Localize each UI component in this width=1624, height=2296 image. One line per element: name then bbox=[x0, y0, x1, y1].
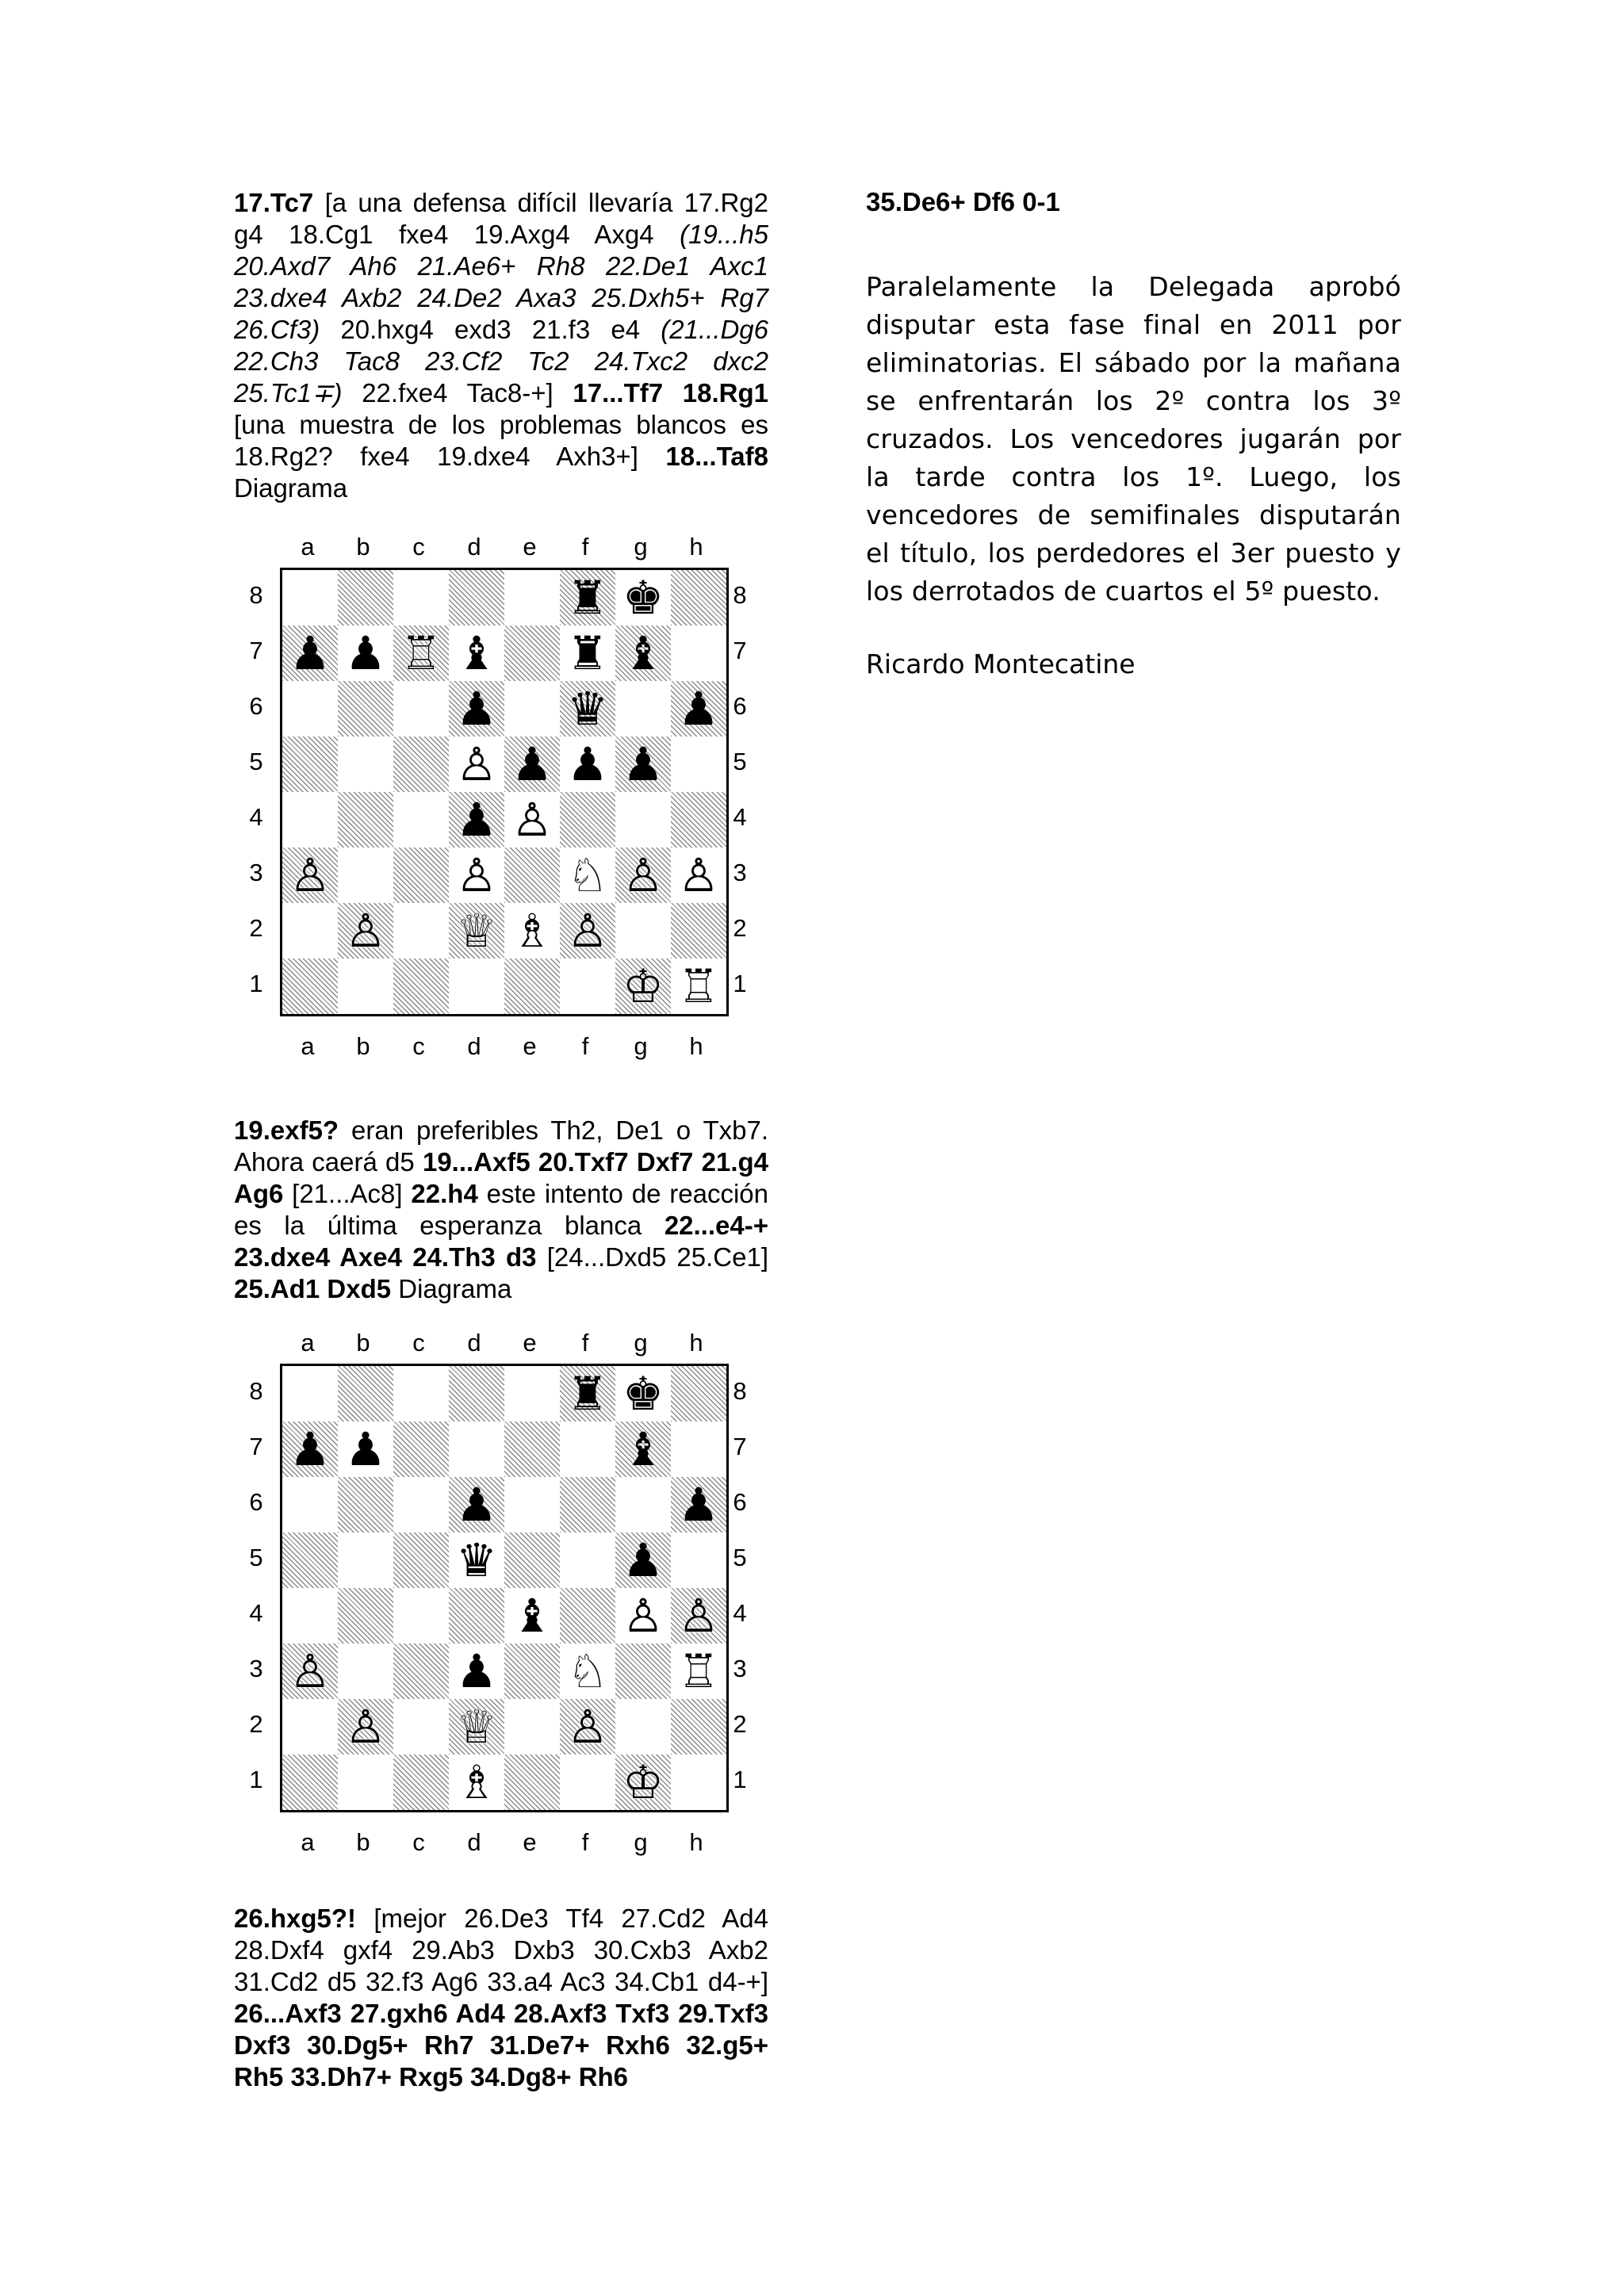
square-e7 bbox=[504, 626, 560, 681]
chess-board bbox=[280, 568, 729, 1016]
square-f7 bbox=[560, 626, 615, 681]
square-a5 bbox=[282, 737, 338, 792]
move-bold: 19...Axf5 20.Txf7 Dxf7 21.g4 Ag6 bbox=[234, 1147, 768, 1208]
square-e4 bbox=[504, 1588, 560, 1644]
game-result: 35.De6+ Df6 0-1 bbox=[866, 187, 1060, 216]
square-d4 bbox=[449, 1588, 504, 1644]
comment-text: eran preferibles Th2, De1 o Txb7. Ahora caerá d5 bbox=[234, 1115, 768, 1177]
square-e3 bbox=[504, 848, 560, 903]
rank-label: 1 bbox=[249, 970, 263, 997]
square-f6 bbox=[560, 1477, 615, 1533]
black-bishop-icon: ♝ bbox=[456, 626, 497, 680]
square-h4 bbox=[671, 1588, 726, 1644]
square-e8 bbox=[504, 570, 560, 626]
file-label: f bbox=[581, 533, 589, 561]
square-d3 bbox=[449, 848, 504, 903]
white-bishop-icon: ♗ bbox=[511, 904, 553, 958]
square-c1 bbox=[393, 959, 449, 1014]
square-h1 bbox=[671, 1755, 726, 1810]
white-pawn-icon: ♙ bbox=[456, 848, 497, 902]
square-a6 bbox=[282, 1477, 338, 1533]
rank-label: 2 bbox=[733, 1710, 747, 1738]
square-b3 bbox=[338, 848, 393, 903]
move-bold: 17...Tf7 18.Rg1 bbox=[573, 378, 768, 408]
black-bishop-icon: ♝ bbox=[622, 1422, 664, 1476]
square-c2 bbox=[393, 1699, 449, 1755]
rank-label: 7 bbox=[733, 637, 747, 664]
variation-italic: (21...Dg6 22.Ch3 Tac8 23.Cf2 Tc2 24.Txc2 dxc2 25.Tc1∓) bbox=[234, 315, 768, 408]
comment-text: 20.hxg4 exd3 21.f3 e4 bbox=[320, 315, 661, 344]
comment-text: [una muestra de los problemas blancos es 18.Rg2? fxe4 19.dxe4 Axh3+] bbox=[234, 410, 768, 471]
move-bold: 22.h4 bbox=[411, 1179, 478, 1208]
square-g6 bbox=[615, 1477, 671, 1533]
black-pawn-icon: ♟ bbox=[567, 737, 608, 791]
square-a2 bbox=[282, 903, 338, 959]
black-rook-icon: ♜ bbox=[567, 1367, 608, 1421]
file-label: a bbox=[301, 1329, 315, 1357]
square-c4 bbox=[393, 1588, 449, 1644]
rank-label: 5 bbox=[733, 748, 747, 775]
comment-text: [mejor 26.De3 Tf4 27.Cd2 Ad4 28.Dxf4 gxf4 29.Ab3 Dxb3 30.Cxb3 Axb2 31.Cd2 d5 32.f3 Ag6 33.a4 Ac3 34.Cb1 d4-+] bbox=[234, 1904, 768, 1996]
black-pawn-icon: ♟ bbox=[622, 1533, 664, 1587]
file-labels-bottom bbox=[280, 1828, 724, 1857]
square-e8 bbox=[504, 1366, 560, 1422]
file-label: a bbox=[301, 533, 315, 561]
square-g4 bbox=[615, 792, 671, 848]
square-d3 bbox=[449, 1644, 504, 1699]
square-g5 bbox=[615, 737, 671, 792]
rank-label: 5 bbox=[733, 1544, 747, 1571]
rank-label: 2 bbox=[249, 1710, 263, 1738]
left-column-mid bbox=[234, 1115, 768, 1305]
file-label: f bbox=[581, 1329, 589, 1357]
rank-label: 7 bbox=[733, 1433, 747, 1460]
square-a5 bbox=[282, 1533, 338, 1588]
square-a6 bbox=[282, 681, 338, 737]
board-frame bbox=[234, 1329, 747, 1860]
square-g7 bbox=[615, 626, 671, 681]
square-b6 bbox=[338, 681, 393, 737]
rank-label: 5 bbox=[249, 1544, 263, 1571]
rank-labels-right bbox=[724, 568, 756, 1012]
square-f6 bbox=[560, 681, 615, 737]
file-label: h bbox=[689, 1828, 703, 1856]
square-a8 bbox=[282, 570, 338, 626]
square-c5 bbox=[393, 1533, 449, 1588]
left-column-bottom bbox=[234, 1903, 768, 2093]
white-pawn-icon: ♙ bbox=[622, 1589, 664, 1643]
square-h8 bbox=[671, 1366, 726, 1422]
rank-label: 7 bbox=[249, 637, 263, 664]
square-g1 bbox=[615, 1755, 671, 1810]
square-h6 bbox=[671, 1477, 726, 1533]
square-b7 bbox=[338, 626, 393, 681]
black-queen-icon: ♛ bbox=[567, 682, 608, 736]
black-pawn-icon: ♟ bbox=[511, 737, 553, 791]
square-a3 bbox=[282, 1644, 338, 1699]
white-knight-icon: ♘ bbox=[567, 1644, 608, 1698]
file-label: f bbox=[581, 1032, 589, 1060]
square-b2 bbox=[338, 1699, 393, 1755]
move-bold: 25.Ad1 Dxd5 bbox=[234, 1274, 392, 1303]
rank-label: 6 bbox=[249, 1488, 263, 1516]
square-e2 bbox=[504, 1699, 560, 1755]
white-knight-icon: ♘ bbox=[567, 848, 608, 902]
file-label: h bbox=[689, 1329, 703, 1357]
file-label: c bbox=[412, 1329, 425, 1357]
square-c8 bbox=[393, 570, 449, 626]
square-d2 bbox=[449, 903, 504, 959]
square-f8 bbox=[560, 1366, 615, 1422]
square-e3 bbox=[504, 1644, 560, 1699]
file-label: h bbox=[689, 1032, 703, 1060]
rank-label: 2 bbox=[733, 914, 747, 942]
white-rook-icon: ♖ bbox=[678, 959, 719, 1013]
author-signature: Ricardo Montecatine bbox=[866, 649, 1136, 679]
rank-label: 8 bbox=[733, 581, 747, 609]
white-king-icon: ♔ bbox=[622, 959, 664, 1013]
square-g8 bbox=[615, 1366, 671, 1422]
square-h6 bbox=[671, 681, 726, 737]
rank-label: 6 bbox=[249, 692, 263, 720]
square-e2 bbox=[504, 903, 560, 959]
file-label: d bbox=[467, 1032, 481, 1060]
square-b8 bbox=[338, 1366, 393, 1422]
square-h3 bbox=[671, 848, 726, 903]
square-b2 bbox=[338, 903, 393, 959]
black-pawn-icon: ♟ bbox=[678, 1478, 719, 1532]
black-pawn-icon: ♟ bbox=[345, 626, 386, 680]
black-king-icon: ♚ bbox=[622, 571, 664, 625]
square-d6 bbox=[449, 681, 504, 737]
rank-label: 7 bbox=[249, 1433, 263, 1460]
file-label: g bbox=[634, 1329, 648, 1357]
square-g2 bbox=[615, 1699, 671, 1755]
square-d5 bbox=[449, 737, 504, 792]
square-c7 bbox=[393, 626, 449, 681]
rank-label: 3 bbox=[733, 1655, 747, 1682]
square-f4 bbox=[560, 792, 615, 848]
rank-label: 4 bbox=[733, 1599, 747, 1627]
white-pawn-icon: ♙ bbox=[678, 848, 719, 902]
square-f2 bbox=[560, 1699, 615, 1755]
white-rook-icon: ♖ bbox=[400, 626, 442, 680]
move-bold: 22...e4-+ 23.dxe4 Axe4 24.Th3 d3 bbox=[234, 1211, 768, 1272]
square-a4 bbox=[282, 792, 338, 848]
square-d7 bbox=[449, 1422, 504, 1477]
square-a8 bbox=[282, 1366, 338, 1422]
square-g7 bbox=[615, 1422, 671, 1477]
move-bold: 26...Axf3 27.gxh6 Ad4 28.Axf3 Txf3 29.Txf3 Dxf3 30.Dg5+ Rh7 31.De7+ Rxh6 32.g5+ Rh5 33.Dh7+ Rxg5 34.Dg8+ Rh6 bbox=[234, 1999, 768, 2091]
square-g2 bbox=[615, 903, 671, 959]
square-d5 bbox=[449, 1533, 504, 1588]
white-queen-icon: ♕ bbox=[456, 1700, 497, 1754]
file-label: e bbox=[523, 1329, 537, 1357]
square-d6 bbox=[449, 1477, 504, 1533]
square-d1 bbox=[449, 959, 504, 1014]
square-e6 bbox=[504, 681, 560, 737]
move-bold: 17.Tc7 bbox=[234, 188, 314, 217]
annotation-paragraph-3 bbox=[234, 1903, 768, 2093]
rank-label: 4 bbox=[249, 1599, 263, 1627]
white-pawn-icon: ♙ bbox=[345, 1700, 386, 1754]
white-rook-icon: ♖ bbox=[678, 1644, 719, 1698]
square-d8 bbox=[449, 570, 504, 626]
rank-label: 4 bbox=[733, 803, 747, 831]
file-label: b bbox=[356, 1828, 370, 1856]
white-bishop-icon: ♗ bbox=[456, 1755, 497, 1809]
square-d1 bbox=[449, 1755, 504, 1810]
square-h3 bbox=[671, 1644, 726, 1699]
square-e7 bbox=[504, 1422, 560, 1477]
square-c4 bbox=[393, 792, 449, 848]
rank-labels-left bbox=[240, 568, 272, 1012]
rank-labels-right bbox=[724, 1364, 756, 1808]
move-bold: 18...Taf8 bbox=[665, 442, 768, 471]
rank-label: 3 bbox=[249, 1655, 263, 1682]
black-king-icon: ♚ bbox=[622, 1367, 664, 1421]
square-g8 bbox=[615, 570, 671, 626]
board-frame bbox=[234, 533, 747, 1064]
square-a3 bbox=[282, 848, 338, 903]
square-e5 bbox=[504, 1533, 560, 1588]
comment-text: Diagrama bbox=[391, 1274, 512, 1303]
square-f1 bbox=[560, 1755, 615, 1810]
square-c2 bbox=[393, 903, 449, 959]
file-label: c bbox=[412, 1828, 425, 1856]
rank-label: 3 bbox=[249, 859, 263, 886]
file-label: h bbox=[689, 533, 703, 561]
square-f8 bbox=[560, 570, 615, 626]
square-c1 bbox=[393, 1755, 449, 1810]
rank-label: 2 bbox=[249, 914, 263, 942]
file-label: c bbox=[412, 533, 425, 561]
rank-label: 1 bbox=[733, 970, 747, 997]
annotation-paragraph-2 bbox=[234, 1115, 768, 1305]
square-d8 bbox=[449, 1366, 504, 1422]
square-h7 bbox=[671, 1422, 726, 1477]
comment-text: [24...Dxd5 25.Ce1] bbox=[536, 1242, 768, 1272]
square-a7 bbox=[282, 626, 338, 681]
white-pawn-icon: ♙ bbox=[567, 904, 608, 958]
square-f1 bbox=[560, 959, 615, 1014]
variation-italic: (19...h5 20.Axd7 Ah6 21.Ae6+ Rh8 22.De1 Axc1 23.dxe4 Axb2 24.De2 Axa3 25.Dxh5+ Rg7 26.Cf3) bbox=[234, 220, 768, 344]
square-g3 bbox=[615, 1644, 671, 1699]
comment-text: este intento de reacción es la última esperanza blanca bbox=[234, 1179, 768, 1240]
comment-text: [21...Ac8] bbox=[283, 1179, 412, 1208]
square-e1 bbox=[504, 959, 560, 1014]
black-pawn-icon: ♟ bbox=[456, 1644, 497, 1698]
square-f3 bbox=[560, 1644, 615, 1699]
square-c5 bbox=[393, 737, 449, 792]
white-pawn-icon: ♙ bbox=[289, 1644, 331, 1698]
white-pawn-icon: ♙ bbox=[456, 737, 497, 791]
annotation-paragraph-1 bbox=[234, 187, 768, 504]
square-e4 bbox=[504, 792, 560, 848]
file-label: d bbox=[467, 1828, 481, 1856]
right-column bbox=[866, 187, 1401, 679]
square-d7 bbox=[449, 626, 504, 681]
square-f3 bbox=[560, 848, 615, 903]
white-pawn-icon: ♙ bbox=[345, 904, 386, 958]
black-queen-icon: ♛ bbox=[456, 1533, 497, 1587]
square-g4 bbox=[615, 1588, 671, 1644]
square-a7 bbox=[282, 1422, 338, 1477]
file-label: b bbox=[356, 1032, 370, 1060]
file-label: e bbox=[523, 1032, 537, 1060]
square-b3 bbox=[338, 1644, 393, 1699]
square-g6 bbox=[615, 681, 671, 737]
square-c6 bbox=[393, 1477, 449, 1533]
rank-labels-left bbox=[240, 1364, 272, 1808]
square-g1 bbox=[615, 959, 671, 1014]
rank-label: 6 bbox=[733, 692, 747, 720]
black-rook-icon: ♜ bbox=[567, 571, 608, 625]
rank-label: 8 bbox=[249, 581, 263, 609]
square-e1 bbox=[504, 1755, 560, 1810]
rank-label: 1 bbox=[249, 1766, 263, 1793]
file-label: c bbox=[412, 1032, 425, 1060]
news-paragraph: Paralelamente la Delegada aprobó disputar esta fase final en 2011 por eliminatorias. El sábado por la mañana se enfrentarán los 2º contra los 3º cruzados. Los vencedores jugarán por la tarde contra los 1º. Luego, los vencedores de semifinales disputarán el título, los perdedores el 3er puesto y los derrotados de cuartos el 5º puesto. bbox=[866, 271, 1401, 607]
comment-text: 22.fxe4 Tac8-+] bbox=[342, 378, 573, 408]
black-bishop-icon: ♝ bbox=[511, 1589, 553, 1643]
white-pawn-icon: ♙ bbox=[511, 793, 553, 847]
rank-label: 5 bbox=[249, 748, 263, 775]
white-king-icon: ♔ bbox=[622, 1755, 664, 1809]
comment-text: Diagrama bbox=[234, 473, 348, 503]
black-pawn-icon: ♟ bbox=[456, 682, 497, 736]
file-label: e bbox=[523, 533, 537, 561]
square-d4 bbox=[449, 792, 504, 848]
file-label: f bbox=[581, 1828, 589, 1856]
square-h5 bbox=[671, 1533, 726, 1588]
square-b8 bbox=[338, 570, 393, 626]
file-label: d bbox=[467, 1329, 481, 1357]
white-pawn-icon: ♙ bbox=[678, 1589, 719, 1643]
white-pawn-icon: ♙ bbox=[289, 848, 331, 902]
black-rook-icon: ♜ bbox=[567, 626, 608, 680]
file-label: b bbox=[356, 533, 370, 561]
square-h7 bbox=[671, 626, 726, 681]
square-b7 bbox=[338, 1422, 393, 1477]
rank-label: 8 bbox=[733, 1377, 747, 1405]
square-f4 bbox=[560, 1588, 615, 1644]
square-b4 bbox=[338, 1588, 393, 1644]
chess-diagram-2 bbox=[234, 1329, 747, 1860]
rank-label: 6 bbox=[733, 1488, 747, 1516]
white-pawn-icon: ♙ bbox=[567, 1700, 608, 1754]
file-label: g bbox=[634, 1032, 648, 1060]
square-a1 bbox=[282, 959, 338, 1014]
square-d2 bbox=[449, 1699, 504, 1755]
file-labels-top bbox=[280, 533, 724, 561]
white-pawn-icon: ♙ bbox=[622, 848, 664, 902]
comment-text: [a una defensa difícil llevaría 17.Rg2 g4 18.Cg1 fxe4 19.Axg4 Axg4 bbox=[234, 188, 768, 249]
square-c3 bbox=[393, 848, 449, 903]
file-labels-bottom bbox=[280, 1032, 724, 1061]
square-f2 bbox=[560, 903, 615, 959]
square-c7 bbox=[393, 1422, 449, 1477]
square-e6 bbox=[504, 1477, 560, 1533]
square-g3 bbox=[615, 848, 671, 903]
black-pawn-icon: ♟ bbox=[289, 626, 331, 680]
square-f5 bbox=[560, 1533, 615, 1588]
black-pawn-icon: ♟ bbox=[345, 1422, 386, 1476]
rank-label: 4 bbox=[249, 803, 263, 831]
square-b4 bbox=[338, 792, 393, 848]
chess-board bbox=[280, 1364, 729, 1812]
black-pawn-icon: ♟ bbox=[622, 737, 664, 791]
file-label: a bbox=[301, 1828, 315, 1856]
square-h4 bbox=[671, 792, 726, 848]
square-b6 bbox=[338, 1477, 393, 1533]
square-h8 bbox=[671, 570, 726, 626]
black-pawn-icon: ♟ bbox=[456, 793, 497, 847]
rank-label: 8 bbox=[249, 1377, 263, 1405]
square-a2 bbox=[282, 1699, 338, 1755]
rank-label: 3 bbox=[733, 859, 747, 886]
left-column bbox=[234, 187, 768, 504]
file-label: a bbox=[301, 1032, 315, 1060]
square-b1 bbox=[338, 959, 393, 1014]
square-b5 bbox=[338, 1533, 393, 1588]
square-a4 bbox=[282, 1588, 338, 1644]
chess-diagram-1 bbox=[234, 533, 747, 1064]
square-b5 bbox=[338, 737, 393, 792]
square-c6 bbox=[393, 681, 449, 737]
square-h1 bbox=[671, 959, 726, 1014]
move-bold: 19.exf5? bbox=[234, 1115, 339, 1145]
black-pawn-icon: ♟ bbox=[289, 1422, 331, 1476]
square-c3 bbox=[393, 1644, 449, 1699]
move-bold: 26.hxg5?! bbox=[234, 1904, 357, 1933]
square-c8 bbox=[393, 1366, 449, 1422]
square-b1 bbox=[338, 1755, 393, 1810]
square-f7 bbox=[560, 1422, 615, 1477]
black-bishop-icon: ♝ bbox=[622, 626, 664, 680]
square-h2 bbox=[671, 903, 726, 959]
white-queen-icon: ♕ bbox=[456, 904, 497, 958]
file-labels-top bbox=[280, 1329, 724, 1357]
rank-label: 1 bbox=[733, 1766, 747, 1793]
square-e5 bbox=[504, 737, 560, 792]
square-g5 bbox=[615, 1533, 671, 1588]
file-label: b bbox=[356, 1329, 370, 1357]
square-a1 bbox=[282, 1755, 338, 1810]
file-label: g bbox=[634, 533, 648, 561]
black-pawn-icon: ♟ bbox=[456, 1478, 497, 1532]
file-label: d bbox=[467, 533, 481, 561]
square-h5 bbox=[671, 737, 726, 792]
square-h2 bbox=[671, 1699, 726, 1755]
file-label: e bbox=[523, 1828, 537, 1856]
file-label: g bbox=[634, 1828, 648, 1856]
square-f5 bbox=[560, 737, 615, 792]
black-pawn-icon: ♟ bbox=[678, 682, 719, 736]
